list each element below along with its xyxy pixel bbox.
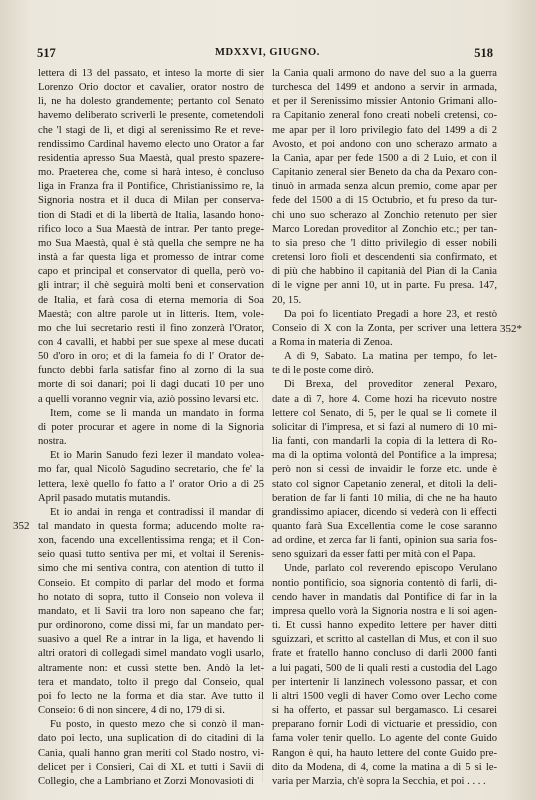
text-line: a Roma in materia di Zenoa.	[272, 336, 393, 348]
text-line: frate et fratello hanno concluso di darli 2000 fanti	[272, 648, 497, 660]
text-line: 20, 15.	[272, 294, 302, 306]
text-line: stato col signor Capetanio zeneral, et ditoli la deli-	[272, 478, 497, 490]
page-number-right: 518	[474, 46, 493, 60]
text-line: di le vigne per anni 10, ut in parte. Fu presa. 147,	[272, 280, 497, 292]
text-line: Conseio: 6 di non sincere, 4 di no, 179 di si.	[38, 705, 225, 717]
text-line: rendissimo Cardinal havemo electo uno Orator a far	[38, 138, 264, 150]
text-line: impresa quello vorà la Signoria nostra e li soi agen-	[272, 605, 497, 617]
text-line: mo Sua Maestà, qual è stà quella che sempre ne ha	[38, 237, 264, 249]
text-line: fede del 1500 a di 15 Octubrio, et fu preso da tur-	[272, 195, 497, 207]
text-line: instà a far questa liga et promesso de intrar come	[38, 252, 264, 264]
page-number-left: 517	[37, 46, 56, 60]
text-line: Canìa, quali hanno gran meriti col Stado nostro, vi-	[38, 747, 264, 759]
text-line: li altri 1500 vegli di haver Como over Lecho come	[272, 690, 497, 702]
text-line: Signoria nostra et il duca di Milan per conserva-	[38, 195, 264, 207]
running-title: MDXXVI, GIUGNO.	[215, 47, 320, 58]
text-line: to sia preso che 'l ditto privilegio di esser nobili	[272, 237, 497, 249]
margin-column-number-right: 352*	[500, 323, 522, 335]
text-line: et per il Serenissimo missier Antonio Grimani allo-	[272, 96, 497, 108]
text-line: A dì 9, Sabato. La matina per tempo, fo let-	[284, 351, 497, 363]
text-line: April pasado mutatis mutandis.	[38, 492, 171, 504]
text-line: però non si cessi de invaidir le forze etc. unde è	[272, 464, 497, 476]
text-line: Item, come se li manda un mandato in forma	[50, 407, 264, 419]
text-line: liga in Franza fra il Pontifice, Christianissimo re, la	[38, 181, 264, 193]
text-line: Unde, parlato col reverendo episcopo Verulano	[284, 563, 497, 575]
text-line: mandato, et li Savii tra loro non sapeano che far;	[38, 605, 264, 617]
text-line: di più che habbino il capitanià del Pian di la Canìa	[272, 266, 497, 278]
text-line: chi uno suo scherazo al Zonchio retenuto per sier	[272, 209, 497, 221]
text-line: ho notato di sopra, tutto il Conseio non voleva il	[38, 591, 264, 603]
text-line: che 'l stagi de lì, et digi al serenissimo Re et reve-	[38, 124, 264, 136]
text-line: dato poi lecto, una suplication di do citadini di la	[38, 733, 264, 745]
text-line: gli intrar; il chè seguirà molti beni et conservation	[38, 280, 264, 292]
text-line: beration de far li fanti 10 milia, di che ne ha hauto	[272, 492, 497, 504]
text-line: quanto farà Sua Excellentia come le cose saranno	[272, 521, 497, 532]
text-line: a quelli voranno vegnir via, aziò possino levarsi etc.	[38, 393, 259, 405]
text-line: suasivo a quel Re a intrar in la liga, et havendo li	[38, 634, 264, 646]
text-line: Maestà; con altre parole ut in litteris. Item, vole-	[38, 308, 264, 320]
text-line: Rangon è qui, ha hauto lettere del conte Guido pre-	[272, 747, 497, 759]
text-line: Conseio. Et compito di parlar del modo et forma	[38, 577, 264, 589]
page-header	[0, 46, 535, 62]
text-line: Lorenzo Orio doctor et cavalier, orator nostro de	[38, 82, 264, 94]
text-line: ad ordine, et zerca far li fanti, opinion sua saria fos-	[272, 535, 497, 547]
text-line: te di le poste come dirò.	[272, 365, 374, 377]
text-line: 50 d'oro in oro; et di la fameia fo di l' Orator de-	[38, 351, 264, 363]
text-column-left	[38, 67, 264, 787]
text-line: Conseio di X con la Zonta, per scriver una lettera	[272, 322, 497, 334]
text-line: delicet per i Consieri, Cai di XL et tutti i Savii di	[38, 761, 264, 773]
text-line: cretensi loro fioli et descendenti sia confirmato, et	[272, 252, 497, 264]
text-line: altri oratori di collegadi simel mandato vogli usarlo,	[38, 648, 264, 660]
text-line: varia per Marzia, ch'è sopra la Secchia, et poi . . . .	[272, 775, 486, 787]
text-line: Et io Marin Sanudo fezi lezer il mandato volea-	[50, 450, 264, 462]
text-line: de Italia, et farà cosa di eterna memoria di Soa	[38, 294, 264, 306]
text-line: morte di soi danari; poi li dagi ducati 10 per uno	[38, 379, 264, 391]
margin-column-number-left: 352	[13, 520, 30, 532]
text-line: ti. Et cussì hanno expedito lettere per haver ditti	[272, 620, 497, 632]
text-line: lettere col Senato, di 5, per le qual se li comete il	[272, 407, 497, 419]
text-line: la Canìa quali armono do nave del suo a la guerra	[272, 68, 497, 79]
text-line: a lui pagati, 500 de li quali resti a custodia del Lago	[272, 662, 497, 674]
text-line: di poter procurar et agere in nome di la Signoria	[38, 421, 264, 433]
text-line: la Canìa, apar per fede 1500 a dì 2 Luio, et con il	[272, 152, 497, 164]
text-line: seio quasi tutto sentiva per mi, et voltai il Serenis-	[38, 549, 264, 561]
text-line: lia fanti, con mandarli la copia di la lettera di Ro-	[272, 436, 497, 448]
text-line: preparano fornir Lodi di victuarie et pressidio, con	[272, 719, 497, 731]
text-line: xon, facendo una excellentissima renga; et il Con-	[38, 535, 264, 547]
text-line: altramente non: et cussì stette ben. Andò la let-	[38, 662, 264, 674]
text-line: mo che lui secretario resti il fino zonzerà l'Orator,	[38, 322, 264, 334]
text-line: tinuò in armada senza alcun premio, come apar per	[272, 181, 497, 193]
text-line: Et io andai in renga et contradissi il mandar di	[50, 506, 264, 518]
text-column-right	[272, 67, 497, 787]
text-line: cendo haver in mandatis dal Pontifice di far in la	[272, 591, 497, 603]
text-line: Da poi fo licentiato Pregadi a hore 23, et restò	[284, 308, 497, 320]
text-line: poi fo lecto ne la forma et dia star. Ave tutto il	[38, 690, 264, 702]
text-line: Collegio, che a Lambriano et Zorzi Monovasioti di	[38, 775, 254, 787]
text-line: sguizzari, et scritto al castellan di Mus, et con il suo	[272, 634, 497, 646]
text-line: fama voler tenir quello. Lo agente del conte Guido	[272, 733, 497, 745]
text-line: ma di la optima volontà del Pontifice a la impresa;	[272, 450, 497, 462]
text-line: pur ordinorono, come dissi mi, far un mandato per-	[38, 620, 264, 632]
text-line: lettera, lexè quello fo fatto a l' orator Orio a di 25	[38, 478, 264, 490]
text-line: tal mandato in questa forma; aducendo molte ra-	[38, 521, 264, 532]
text-line: functo debbi farla satisfar fino al zorno di la sua	[38, 365, 264, 377]
text-line: lettera di 13 del passato, et inteso la morte di sier	[38, 68, 264, 79]
text-line: seno sguizari da esser fatti per mità con el Papa.	[272, 549, 476, 561]
text-line: capo et principal et conservator di quella, però vo-	[38, 266, 264, 278]
text-line: mo. Praeterea che, come si harà inteso, è concluso	[38, 167, 264, 179]
text-line: rifico loco a Sua Maestà de intrar. Per tanto prege-	[38, 223, 264, 235]
text-line: Capitanio zeneral sier Beneto da cha da Pexaro con-	[272, 167, 497, 179]
text-line: date a dì 7, hore 4. Come hozi ha ricevuto nostre	[272, 393, 497, 405]
text-line: si ha offerto, et passar sul bergamasco. Li cesarei	[272, 705, 497, 717]
text-line: tera et mandato, tolto il prego dal Conseio, qual	[38, 676, 264, 688]
text-line: turchesca del 1499 et andono a servir in armada,	[272, 82, 497, 94]
text-line: per intertenir li lanzinech volessono passar, et con	[272, 676, 497, 688]
text-line: solicitar di l'impresa, et si fazi al numero di 10 mi-	[272, 421, 497, 433]
text-line: ra Capitanio zeneral fono creati nobeli cretensi, co-	[272, 110, 497, 122]
text-line: nontio pontificio, soa signoria contentò di farli, di-	[272, 577, 497, 589]
text-line: grandissimo apiacer, dicendo si vederà con li effecti	[272, 506, 497, 518]
text-line: con 4 cavalli, et habbi per sue spexe al mese ducati	[38, 336, 264, 348]
text-line: me apar per il loro privilegio fato del 1499 a di 2	[272, 124, 497, 136]
text-line: residentia apresso Sua Maestà, qual presto spazere-	[38, 152, 264, 164]
text-line: nostra.	[38, 436, 67, 448]
text-line: Avosto, et poi andono con uno scherazo armato a	[272, 138, 497, 150]
text-line: Di Brexa, del proveditor zeneral Pexaro,	[284, 379, 497, 391]
text-line: havemo deliberato scriverli le presente, cometendoli	[38, 110, 264, 122]
text-line: Fu posto, in questo mezo che si conzò il man-	[50, 719, 264, 731]
text-line: simo che mi sentiva contra, con atention di tutto il	[38, 563, 264, 575]
text-line: tion di Stadi et di la libertà de Italia, lasando hono-	[38, 209, 264, 221]
text-line: mo far, qual Nicolò Sagudino secretario, che fe' la	[38, 464, 264, 476]
text-line: lì, ne ha dolesto grandemente; pertanto col Senato	[38, 96, 264, 108]
text-line: Marco Loredan proveditor al Zonchio etc.; per tan-	[272, 223, 497, 235]
text-line: dito da Modena, di 4, come la matina a di 5 si le-	[272, 761, 497, 773]
